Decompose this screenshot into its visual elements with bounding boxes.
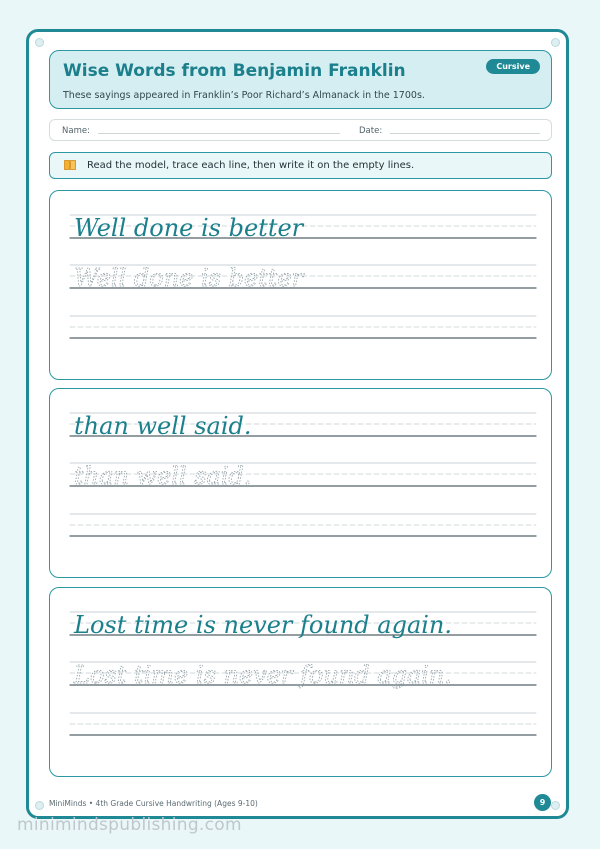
writing-lines [50,389,553,579]
model-sentence: Lost time is never found again. [74,611,453,639]
page-subtitle: These sayings appeared in Franklin’s Poor Richard’s Almanack in the 1700s. [63,90,425,101]
trace-sentence: Well done is better [74,264,304,292]
writing-lines [50,588,553,778]
page-number: 9 [534,794,551,811]
trace-sentence: Lost time is never found again. [74,661,453,689]
instruction-box [49,152,552,179]
name-date-row [49,119,552,141]
instruction-text: Read the model, trace each line, then write it on the empty lines. [87,160,415,171]
book-icon [64,160,76,170]
date-field[interactable] [390,133,540,134]
title-banner [49,50,552,109]
name-field[interactable] [98,133,340,134]
corner-dot [551,38,560,47]
corner-dot [35,801,44,810]
practice-card [49,190,552,380]
writing-lines [50,191,553,381]
date-label: Date: [359,126,383,136]
name-label: Name: [62,126,90,136]
page-title: Wise Words from Benjamin Franklin [63,61,406,81]
practice-card [49,388,552,578]
practice-card [49,587,552,777]
model-sentence: than well said. [74,412,252,440]
worksheet-page [26,29,569,819]
corner-dot [551,801,560,810]
model-sentence: Well done is better [74,214,304,242]
footer-text: MiniMinds • 4th Grade Cursive Handwriting (Ages 9-10) [49,799,258,808]
cursive-badge: Cursive [486,59,540,74]
trace-sentence: than well said. [74,462,252,490]
corner-dot [35,38,44,47]
watermark: minimindspublishing.com [17,815,242,835]
